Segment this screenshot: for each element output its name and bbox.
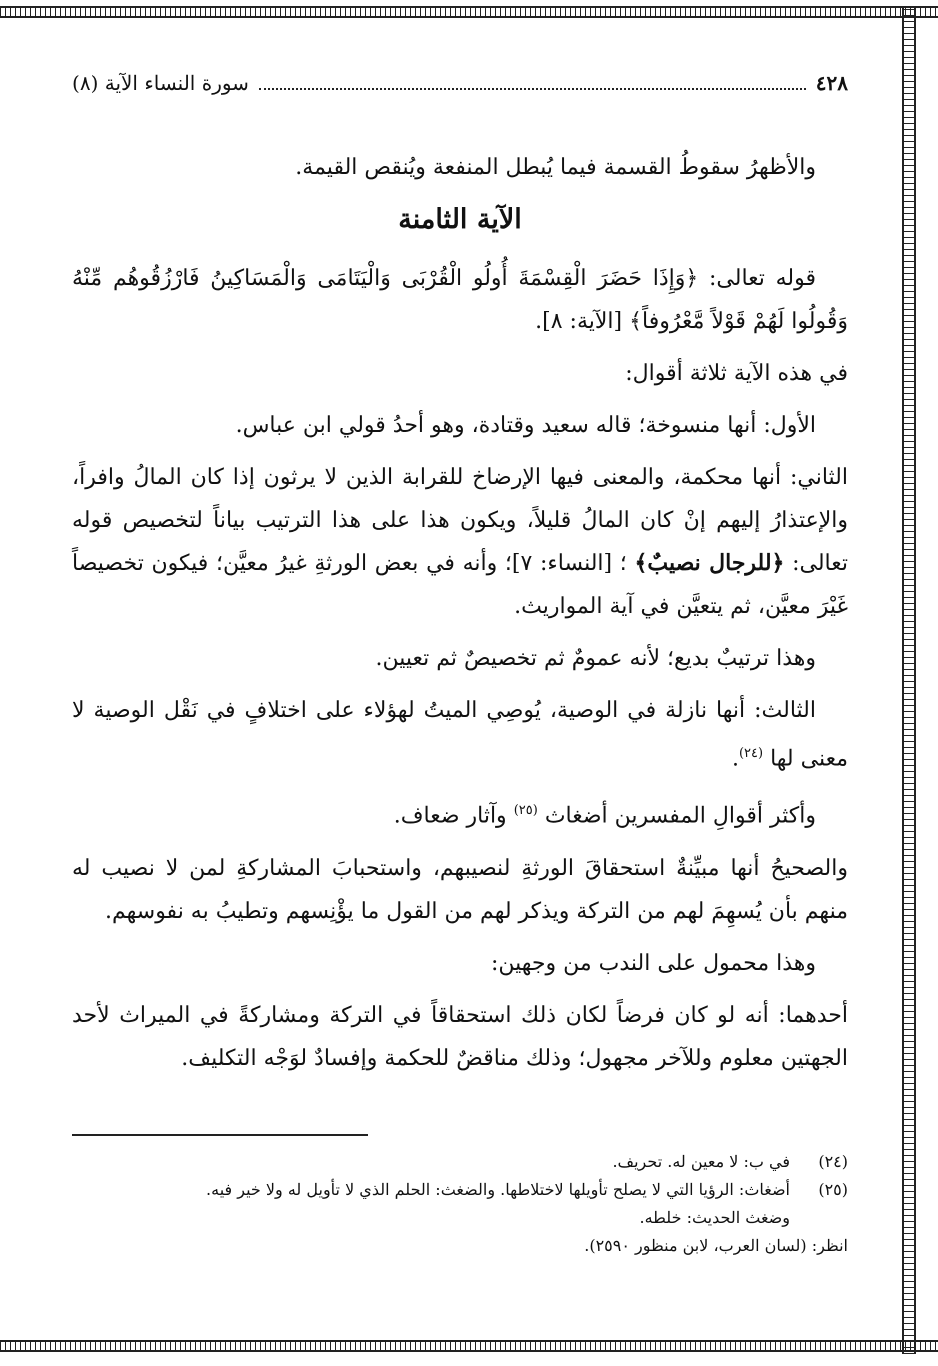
footnote-item — [72, 1176, 848, 1204]
intro-paragraph: والأظهرُ سقوطُ القسمة فيما يُبطل المنفعة ويُنقص القيمة. — [295, 155, 816, 180]
second-saying-text-a: الثاني: أنها محكمة، والمعنى فيها الإرضاخ للقرابة الذين لا يرثون إذا كان المالُ وافراً، والإعتذارُ إليهم إنْ كان المالُ قليلاً، ويكون هذا على هذا الترتيب بياناً لتخصيص قوله تعالى: — [72, 465, 849, 576]
page-number: ٤٢٨ — [815, 71, 848, 95]
footnote-ref-24[interactable]: (٢٤) — [738, 746, 764, 761]
section-title: الآية الثامنة — [398, 204, 522, 235]
verse-reference: [الآية: ٨]. — [535, 309, 623, 334]
paragraph-first-saying: الأول: أنها منسوخة؛ قاله سعيد وقتادة، وهو أحدُ قولي ابن عباس. — [235, 413, 816, 438]
commentators-text-a: وأكثر أقوالِ المفسرين أضغاث — [544, 803, 816, 829]
book-page — [72, 50, 848, 1320]
footnote-ref-25[interactable]: (٢٥) — [513, 803, 538, 819]
verse-text: ﴿وَإِذَا حَضَرَ الْقِسْمَةَ أُولُو الْقُرْبَى وَالْيَتَامَى وَالْمَسَاكِينُ فَارْزُقُوهُم مِّنْهُ وَقُولُوا لَهُمْ قَوْلاً مَّعْرُوفاً﴾ — [72, 266, 848, 334]
paragraph-recommendation: وهذا محمول على الندب من وجهين: — [490, 950, 816, 976]
paragraph-intro-sayings: في هذه الآية ثلاثة أقوال: — [625, 361, 848, 386]
paragraph-correct-view: والصحيحُ أنها مبيِّنةٌ استحقاقَ الورثةِ لنصيبهم، واستحبابَ المشاركةِ لمن لا نصيب له منهم بأن يُسهِمَ لهم من التركة ويذكر لهم من القول ما يؤْنِسهم وتطيبُ به نفوسهم. — [72, 855, 848, 924]
footnote-text: في ب: لا معين له. تحريف. — [612, 1152, 790, 1171]
page-border-top — [0, 6, 938, 18]
footnote-source: انظر: (لسان العرب، لابن منظور ٢٥٩٠). — [584, 1236, 848, 1255]
commentators-text-b: وآثار ضعاف. — [393, 803, 507, 829]
page-border-bottom — [0, 1340, 938, 1352]
footnote-number: (٢٥) — [818, 1180, 848, 1199]
paragraph-third-saying: الثالث: أنها نازلة في الوصية، يُوصِي الميتُ لهؤلاء على اختلافٍ في نَقْل الوصية لا معنى لها $^{(٢٤)}$. — [72, 698, 848, 772]
paragraph-first-reason: أحدهما: أنه لو كان فرضاً لكان ذلك استحقاقاً في التركة ومشاركةً في الميراث لأحد الجهتين معلوم وللآخر مجهول؛ وذلك مناقضٌ للحكمة وإفسادٌ لوَجْه التكليف. — [72, 1002, 848, 1071]
footnote-number: (٢٤) — [818, 1152, 848, 1171]
footnotes — [72, 1148, 848, 1260]
header-leader-dots — [259, 68, 806, 90]
third-saying-text: الثالث: أنها نازلة في الوصية، يُوصِي الميتُ لهؤلاء على اختلافٍ في نَقْل الوصية لا معنى لها — [72, 698, 848, 772]
verse-prefix: قوله تعالى: — [709, 266, 816, 291]
quoted-verse: ﴿للرجال نصيبٌ﴾ — [634, 550, 785, 576]
footnote-continuation: وضغث الحديث: خلطه. — [639, 1208, 790, 1227]
footnote-text: أضغاث: الرؤيا التي لا يصلح تأويلها لاختلاطها. والضغث: الحلم الذي لا تأويل له ولا خير فيه. — [206, 1180, 790, 1199]
page-header — [72, 68, 848, 103]
second-saying-text-b: ؛ [النساء: ٧]؛ وأنه في بعض الورثةِ غيرُ معيَّن؛ فيكون تخصيصاً غَيْرَ معيَّن، ثم يتعيَّن في آية المواريث. — [72, 551, 848, 619]
paragraph-second-saying — [72, 456, 848, 628]
running-title: سورة النساء الآية (٨) — [72, 71, 249, 95]
verse-paragraph — [72, 257, 848, 343]
footnote-divider — [72, 1134, 368, 1136]
footnote-item — [72, 1148, 848, 1176]
main-text — [72, 146, 848, 1089]
paragraph-commentators — [72, 789, 848, 837]
page-border-right — [902, 6, 916, 1354]
paragraph-arrangement: وهذا ترتيبٌ بديع؛ لأنه عمومٌ ثم تخصيصٌ ثم تعيين. — [375, 646, 816, 671]
